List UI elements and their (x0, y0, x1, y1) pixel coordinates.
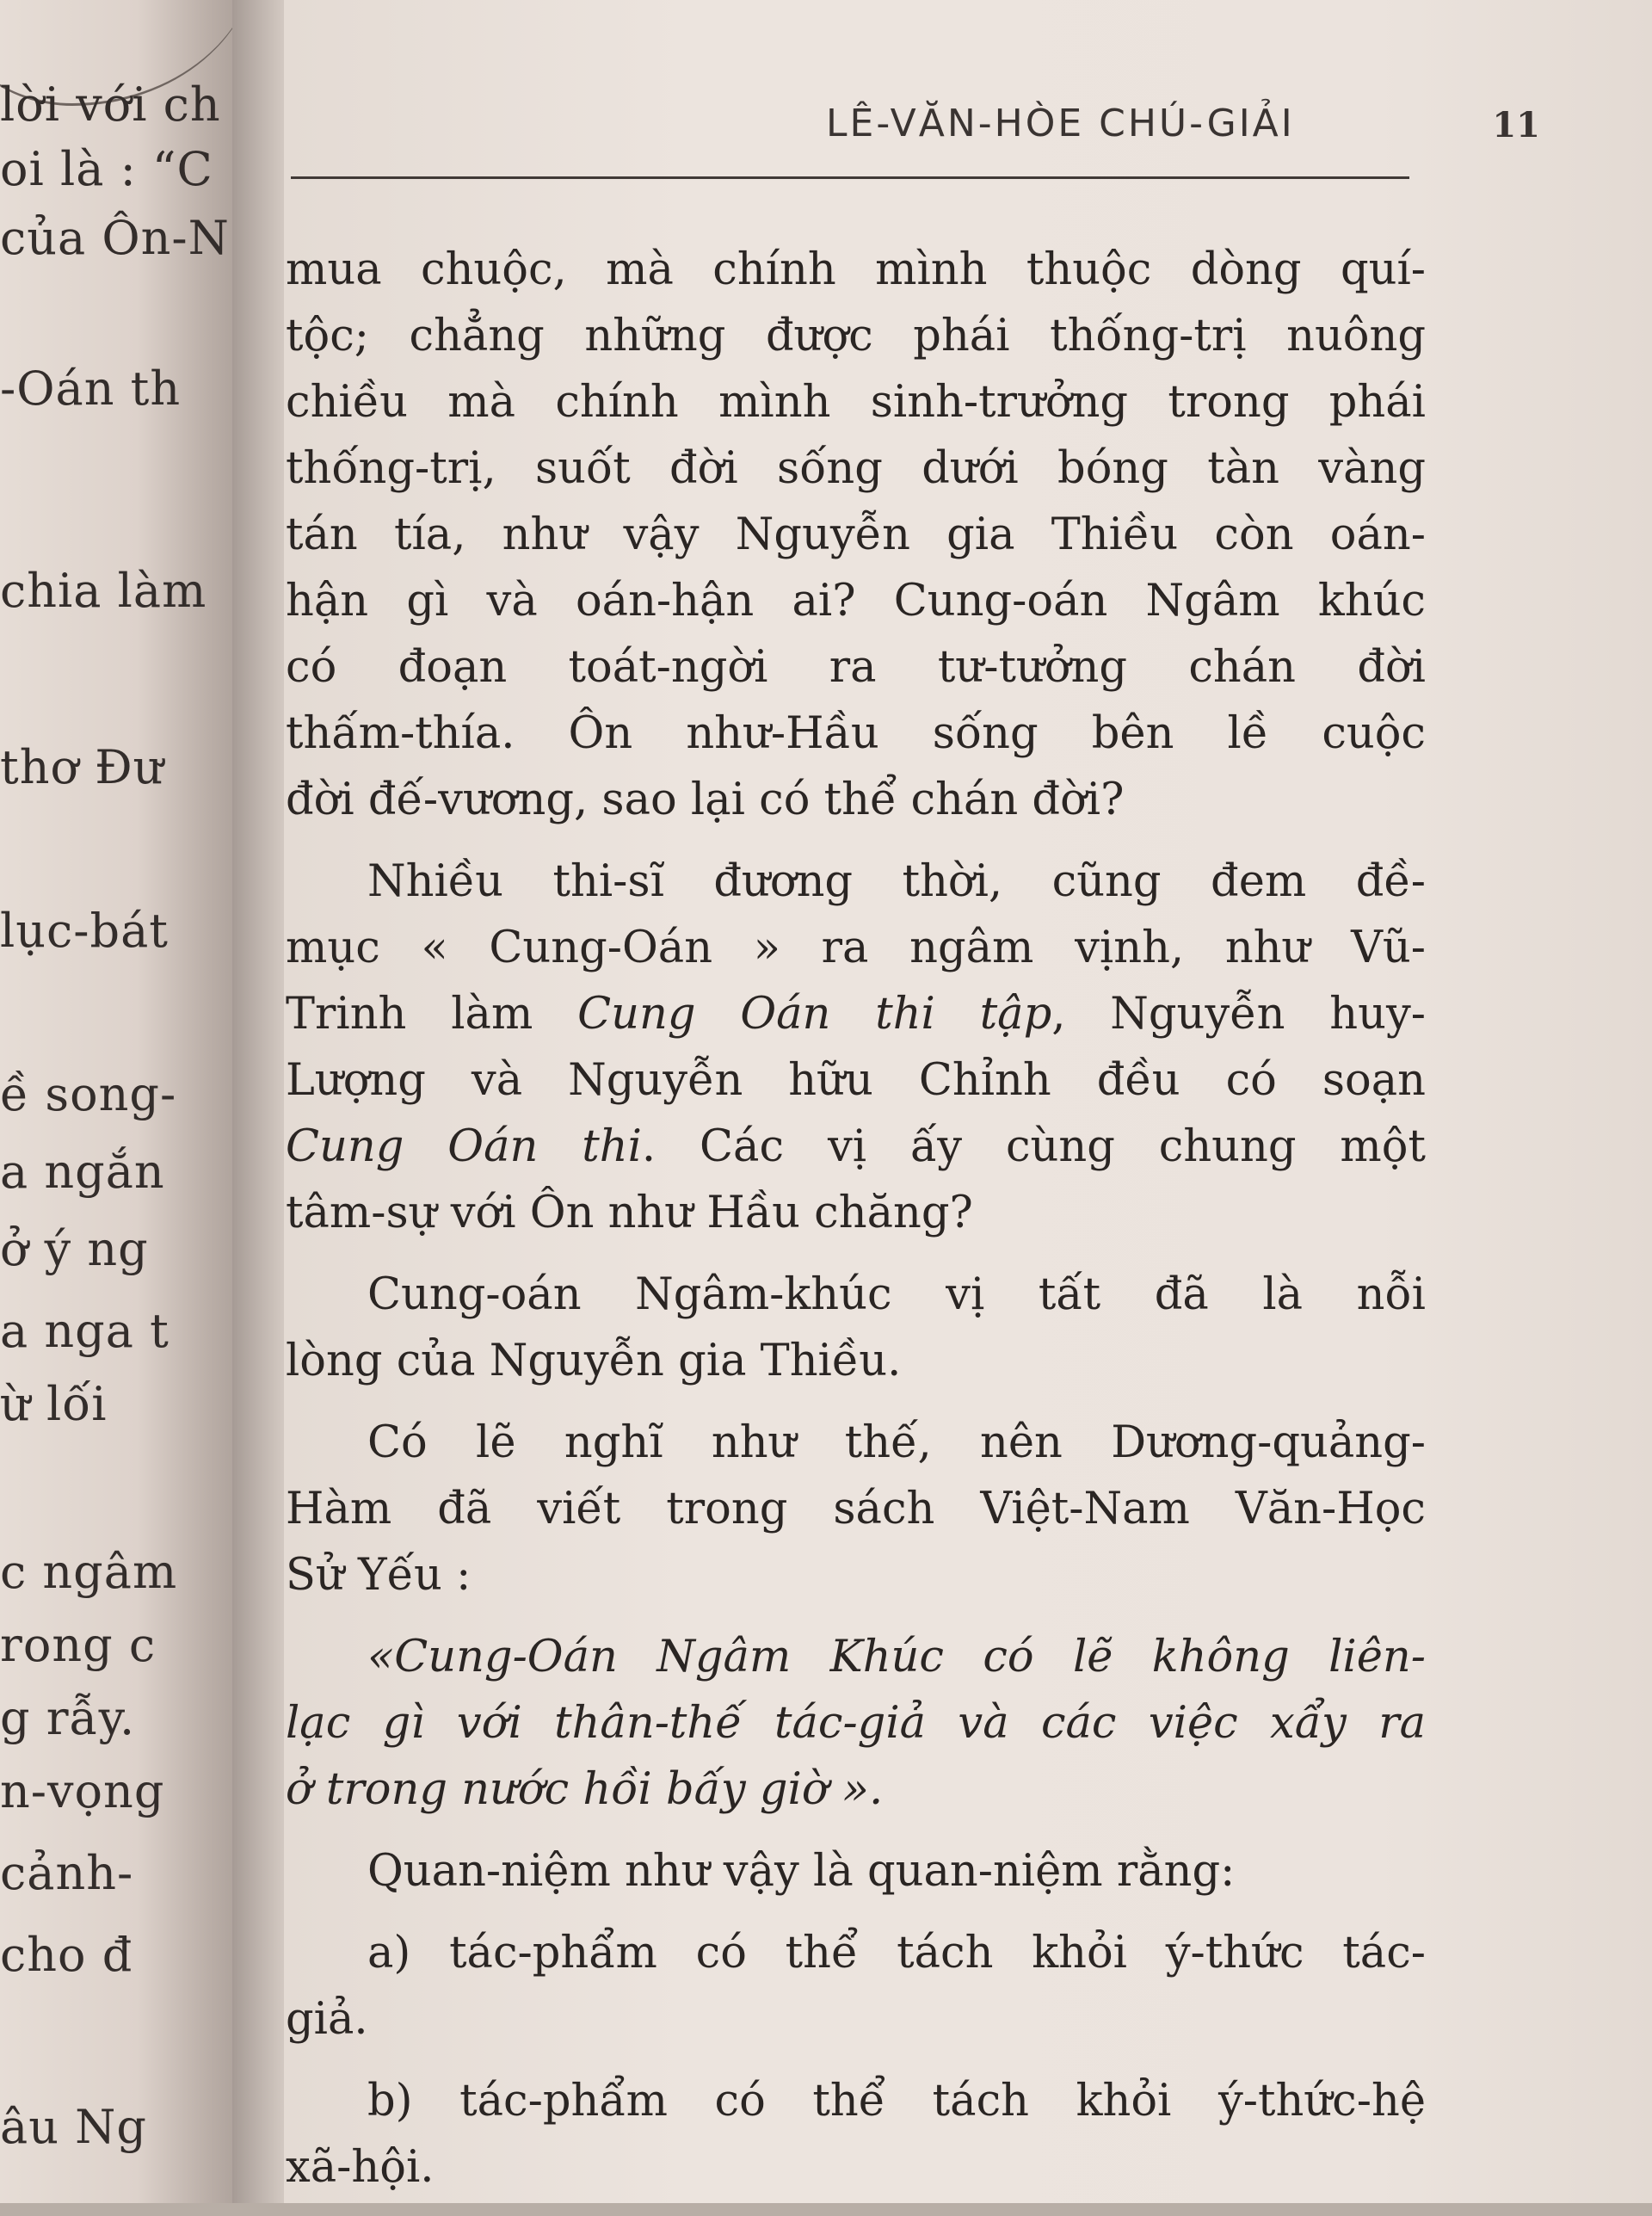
text-line: Trinh làm Cung Oán thi tập, Nguyễn huy- (286, 989, 1427, 1040)
text-line: mục « Cung-Oán » ra ngâm vịnh, như Vũ- (286, 923, 1426, 973)
text-line: thống-trị, suốt đời sống dưới bóng tàn vàng (286, 443, 1426, 494)
left-page-fragment: âu Ng (0, 2100, 147, 2154)
text-line: Hàm đã viết trong sách Việt-Nam Văn-Học (286, 1484, 1426, 1534)
left-page-fragment: cảnh- (0, 1846, 134, 1900)
left-page-fragment: ừ lối (0, 1377, 108, 1431)
text-line: lạc gì với thân-thế tác-giả và các việc xẩy ra (286, 1698, 1426, 1749)
paragraph (286, 2068, 1426, 2201)
text-line: thấm-thía. Ôn như-Hầu sống bên lề cuộc (286, 708, 1426, 759)
text-line: tâm-sự với Ôn như Hầu chăng? (286, 1188, 973, 1238)
text-line: mua chuộc, mà chính mình thuộc dòng quí- (286, 244, 1426, 295)
left-page-fragment: oi là : “C (0, 142, 213, 196)
text-line: đời đế-vương, sao lại có thể chán đời? (286, 775, 1125, 825)
text-line: Cung-oán Ngâm-khúc vị tất đã là nỗi (367, 1269, 1426, 1320)
left-facing-page (0, 0, 250, 2203)
left-page-fragment: thơ Đư (0, 740, 164, 794)
left-page-fragment: lục-bát (0, 904, 169, 958)
text-line: chiều mà chính mình sinh-trưởng trong phái (286, 377, 1426, 428)
left-page-fragment: cho đ (0, 1928, 133, 1982)
text-line: a) tác-phẩm có thể tách khỏi ý-thức tác- (367, 1928, 1426, 1978)
left-page-fragment: của Ôn-N (0, 211, 230, 265)
text-line: Lượng và Nguyễn hữu Chỉnh đều có soạn (286, 1055, 1426, 1106)
text-line: «Cung-Oán Ngâm Khúc có lẽ không liên- (367, 1632, 1426, 1682)
text-line: Có lẽ nghĩ như thế, nên Dương-quảng- (367, 1417, 1426, 1468)
text-line: b) tác-phẩm có thể tách khỏi ý-thức-hệ (367, 2076, 1426, 2126)
text-line: Nhiều thi-sĩ đương thời, cũng đem đề- (367, 856, 1426, 907)
header-rule (291, 176, 1409, 179)
text-line: hận gì và oán-hận ai? Cung-oán Ngâm khúc (286, 576, 1426, 627)
text-line: ở trong nước hồi bấy giờ ». (286, 1764, 884, 1815)
paragraph (286, 1624, 1426, 1823)
left-page-fragment: -Oán th (0, 361, 182, 416)
left-page-fragment: a ngắn (0, 1145, 165, 1199)
paragraph (286, 237, 1426, 833)
paragraph (286, 1410, 1426, 1608)
left-page-fragment: g rẫy. (0, 1691, 136, 1745)
left-page-fragment: lời với ch (0, 77, 221, 132)
text-line: tán tía, như vậy Nguyễn gia Thiều còn oán- (286, 509, 1426, 560)
main-page (284, 0, 1652, 2203)
left-page-fragment: chia làm (0, 564, 207, 618)
page-number: 11 (1492, 105, 1540, 145)
text-line: lòng của Nguyễn gia Thiều. (286, 1336, 902, 1386)
text-line: tộc; chẳng những được phái thống-trị nuông (286, 311, 1426, 361)
text-line: Sử Yếu : (286, 1550, 472, 1601)
left-page-fragment: c ngâm (0, 1545, 178, 1599)
left-page-fragment: ở ý ng (0, 1222, 149, 1276)
text-line: giả. (286, 1994, 368, 2045)
text-line: xã-hội. (286, 2142, 435, 2193)
running-header (542, 102, 1540, 162)
left-page-fragment: n-vọng (0, 1764, 165, 1818)
paragraph (286, 1838, 1426, 1904)
left-page-fragment: a nga t (0, 1304, 170, 1358)
paragraph (286, 1262, 1426, 1394)
left-page-fragment: rong c (0, 1618, 157, 1672)
body-text (286, 237, 1426, 2216)
running-title: LÊ-VĂN-HÒE CHÚ-GIẢI (826, 102, 1295, 145)
paragraph (286, 849, 1426, 1246)
text-line: có đoạn toát-ngời ra tư-tưởng chán đời (286, 642, 1426, 693)
paragraph (286, 1920, 1426, 2052)
text-line: Quan-niệm như vậy là quan-niệm rằng: (367, 1846, 1236, 1897)
left-page-fragment: ề song- (0, 1067, 177, 1121)
text-line: Cung Oán thi. Các vị ấy cùng chung một (286, 1121, 1426, 1172)
